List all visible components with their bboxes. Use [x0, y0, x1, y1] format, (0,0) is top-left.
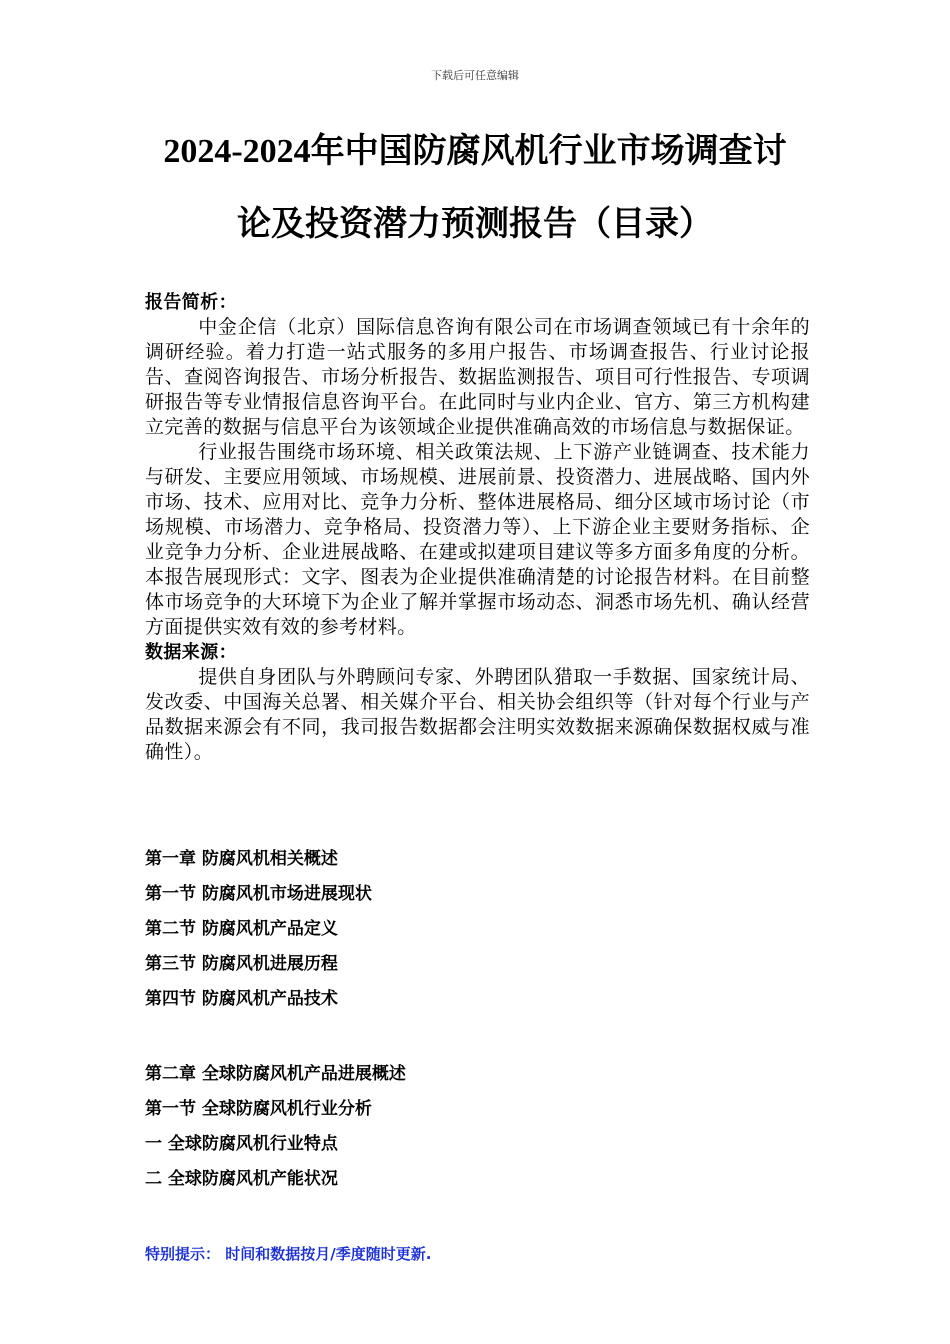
toc-item: 第二节 防腐风机产品定义: [145, 919, 338, 939]
data-source-paragraph: 提供自身团队与外聘顾问专家、外聘团队猎取一手数据、国家统计局、发改委、中国海关总署、相关媒介平台、相关协会组织等（针对每个行业与产品数据来源会有不同，我司报告数据都会注明实效数据来源确保数据权威与准确性）。: [145, 666, 810, 763]
toc-item: 第一节 防腐风机市场进展现状: [145, 884, 372, 904]
toc-group-2: [145, 1057, 805, 1197]
toc-item: 第四节 防腐风机产品技术: [145, 989, 338, 1009]
toc-item: 第一节 全球防腐风机行业分析: [145, 1099, 372, 1119]
toc-item: 一 全球防腐风机行业特点: [145, 1134, 338, 1154]
summary-paragraph-2: 行业报告围绕市场环境、相关政策法规、上下游产业链调查、技术能力与研发、主要应用领域、市场规模、进展前景、投资潜力、进展战略、国内外市场、技术、应用对比、竞争力分析、整体进展格局、细分区域市场讨论（市场规模、市场潜力、竞争格局、投资潜力等）、上下游企业主要财务指标、企业竞争力分析、企业进展战略、在建或拟建项目建议等多方面多角度的分析。本报告展现形式：文字、图表为企业提供准确清楚的讨论报告材料。在目前整体市场竞争的大环境下为企业了解并掌握市场动态、洞悉市场先机、确认经营方面提供实效有效的参考材料。: [145, 441, 810, 638]
summary-paragraph-1: 中金企信（北京）国际信息咨询有限公司在市场调查领域已有十余年的调研经验。着力打造一站式服务的多用户报告、市场调查报告、行业讨论报告、查阅咨询报告、市场分析报告、数据监测报告、项目可行性报告、专项调研报告等专业情报信息咨询平台。在此同时与业内企业、官方、第三方机构建立完善的数据与信息平台为该领域企业提供准确高效的市场信息与数据保证。: [145, 316, 810, 438]
summary-label: 报告简析：: [145, 292, 237, 313]
report-title-line-1: 2024-2024年中国防腐风机行业市场调查讨: [163, 133, 787, 170]
toc-item: 二 全球防腐风机产能状况: [145, 1169, 338, 1189]
data-source-label: 数据来源：: [145, 642, 237, 663]
header-note: 下载后可任意编辑: [431, 70, 519, 82]
toc-item: 第二章 全球防腐风机产品进展概述: [145, 1064, 406, 1084]
update-notice: 特别提示： 时间和数据按月/季度随时更新.: [145, 1245, 432, 1263]
toc-item: 第一章 防腐风机相关概述: [145, 849, 338, 869]
report-title-line-2: 论及投资潜力预测报告（目录）: [237, 206, 713, 243]
toc-group-1: [145, 842, 805, 1017]
summary-section: [145, 290, 810, 765]
toc-item: 第三节 防腐风机进展历程: [145, 954, 338, 974]
